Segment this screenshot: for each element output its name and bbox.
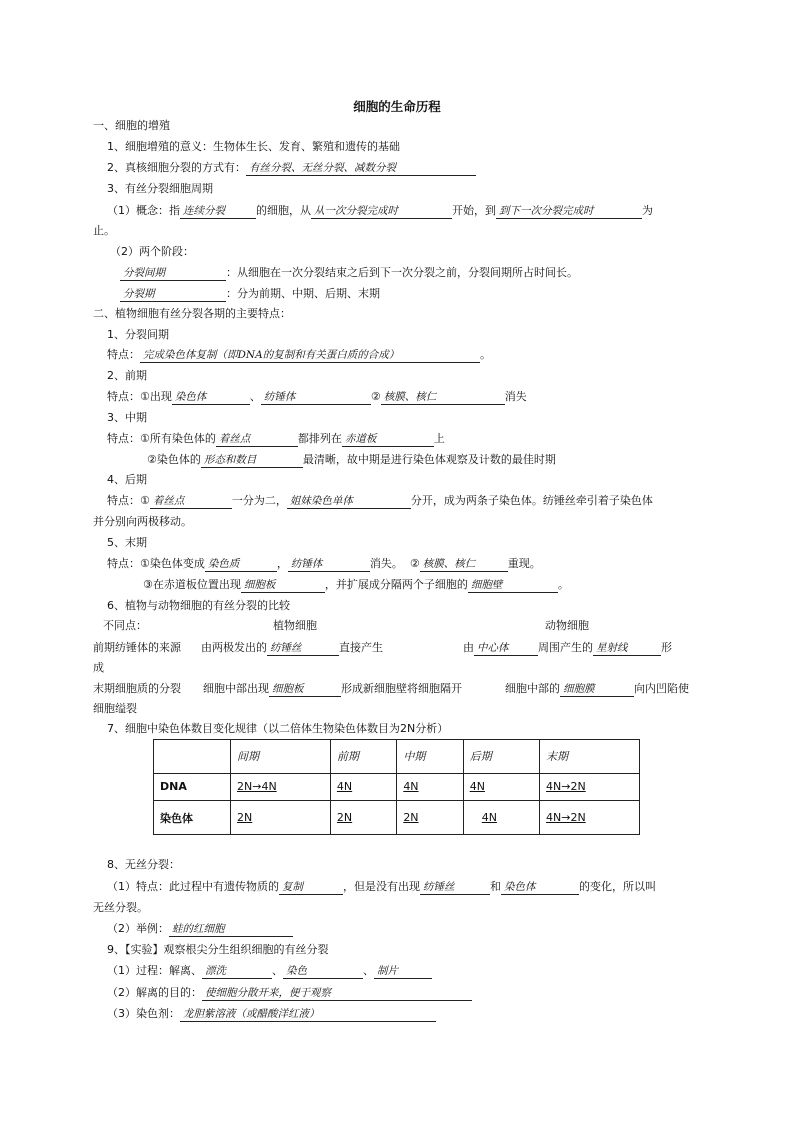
plant-header: 植物细胞 [273,619,317,632]
prophase-heading: 2、前期 [107,369,147,382]
cyto-animal-end: 向内凹陷使 [634,682,689,695]
spindle-plant-text: 由两极发出的 [201,641,267,654]
telophase-answer-2: 纺锤体 [288,557,370,572]
process-label: （1）过程：解离、 [107,964,202,977]
metaphase-feature-1 [107,431,719,447]
telophase-2-label: ③在赤道板位置出现 [143,578,241,591]
amitosis-answer-2: 纺锤丝 [420,880,490,895]
amitosis-label: （1）特点：此过程中有遗传物质的 [107,880,279,893]
amitosis-example [107,921,719,937]
metaphase-heading: 3、中期 [107,411,147,424]
experiment-stain [107,1006,719,1022]
metaphase-2-label: ②染色体的 [147,453,201,466]
experiment-process [107,963,719,979]
table-cell: 2N→4N [231,773,331,801]
cyto-animal-answer: 细胞膜 [560,682,634,697]
anaphase-label: 特点：① [107,494,150,507]
metaphase-feature-2 [147,452,759,468]
table-header-cell: 后期 [463,740,539,774]
telophase-answer-5: 细胞壁 [468,578,558,593]
prophase-answer-2: 纺锤体 [261,390,371,405]
cytokinesis-wrap: 细胞缢裂 [93,702,137,715]
amitosis-answer-3: 染色体 [501,880,579,895]
amitosis-answer-1: 复制 [279,880,343,895]
table-cell: 4N→2N [540,801,640,835]
period-mark: 。 [480,348,491,361]
process-answer-3: 制片 [374,964,432,979]
telophase-answer-1: 染色质 [205,557,277,572]
anaphase-answer-2: 姐妹染色单体 [287,494,411,509]
prophase-answer-1: 染色体 [172,390,250,405]
telophase-heading: 5、末期 [107,536,147,549]
amitosis-end: 的变化，所以叫 [579,880,656,893]
comma: 、 [363,964,374,977]
concept-text-2: 的细胞，从 [256,204,311,217]
purpose-answer: 使细胞分散开来，便于观察 [202,986,472,1001]
table-header-cell: 末期 [540,740,640,774]
cyto-plant-end: 形成新细胞壁将细胞隔开 [341,682,462,695]
prophase-answer-3: 核膜、核仁 [381,390,505,405]
telophase-end: 重现。 [507,557,541,570]
mitotic-phase-desc: ：分为前期、中期、后期、末期 [226,287,380,300]
concept-text-4: 为 [642,204,653,217]
cyto-animal-text: 细胞中部的 [505,682,560,695]
interphase-heading: 1、分裂间期 [107,328,169,341]
spindle-animal-text: 由 [463,641,474,654]
amitosis-feature [107,879,719,895]
cyto-plant-text: 细胞中部出现 [203,682,269,695]
process-answer-2: 染色 [283,964,363,979]
experiment-heading: 9、【实验】观察根尖分生组织细胞的有丝分裂 [107,943,329,956]
period-mark: 。 [557,578,569,591]
interphase-answer: 分裂间期 [120,266,226,281]
concept-line [107,203,719,219]
section-heading-1: 一、细胞的增殖 [93,119,170,132]
row-label-dna: DNA [154,773,231,801]
compare-heading: 6、植物与动物细胞的有丝分裂的比较 [107,599,290,612]
table-cell: 2N [231,801,331,835]
cytokinesis-animal [505,681,689,697]
table-cell: 4N [463,773,539,801]
spindle-plant-answer: 纺锤丝 [267,641,339,656]
item-2-label: 2、真核细胞分裂的方式有： [107,161,246,174]
table-cell: 4N→2N [540,773,640,801]
metaphase-answer-3: 形态和数目 [201,453,303,468]
concept-answer-1: 连续分裂 [180,204,256,219]
purpose-label: （2）解离的目的： [107,986,202,999]
concept-answer-3: 到下一次分裂完成时 [496,204,642,219]
metaphase-text: 都排列在 [297,432,342,445]
metaphase-answer-2: 赤道板 [342,432,434,447]
amitosis-and: 和 [490,880,501,893]
telophase-feature-2 [143,577,755,593]
experiment-purpose [107,985,719,1001]
table-header-row [154,740,640,774]
item-1: 1、细胞增殖的意义：生物体生长、发育、繁殖和遗传的基础 [107,140,400,153]
process-answer-1: 漂洗 [202,964,272,979]
animal-header: 动物细胞 [545,619,589,632]
cyto-plant-answer: 细胞板 [269,682,341,697]
interphase-desc: ：从细胞在一次分裂结束之后到下一次分裂之前，分裂间期所占时间长。 [226,266,578,279]
concept-text-3: 开始，到 [452,204,496,217]
telophase-label: 特点：①染色体变成 [107,557,205,570]
table-cell: 2N [330,801,396,835]
spindle-animal-answer-2: 星射线 [593,641,661,656]
table-header-cell [154,740,231,774]
mitotic-phase-answer: 分裂期 [120,287,226,302]
metaphase-answer-1: 着丝点 [216,432,298,447]
telophase-2-text: ，并扩展成分隔两个子细胞的 [324,578,468,591]
chromosome-table [153,739,640,835]
example-answer: 蛙的红细胞 [169,922,293,937]
two-stages: （2）两个阶段： [110,245,194,258]
circled-two: ② [409,557,420,570]
comma: ， [276,557,288,570]
table-header-cell: 中期 [397,740,463,774]
spindle-plant [201,640,383,656]
section-heading-2: 二、植物细胞有丝分裂各期的主要特点： [93,307,291,320]
anaphase-answer-1: 着丝点 [150,494,232,509]
table-header-cell: 前期 [330,740,396,774]
interphase-feature [107,347,719,363]
prophase-end: 消失 [504,390,527,403]
diff-label: 不同点： [103,619,147,632]
stage-interphase [120,265,732,281]
feature-label: 特点： [107,348,140,361]
amitosis-heading: 8、无丝分裂： [107,858,180,871]
telophase-text: 消失。 [369,557,403,570]
row-label-chromosome: 染色体 [154,801,231,835]
spindle-plant-end: 直接产生 [339,641,383,654]
concept-answer-2: 从一次分裂完成时 [311,204,452,219]
table-cell: 2N [397,801,463,835]
cytokinesis-plant [203,681,462,697]
table-row [154,773,640,801]
metaphase-2-desc: 最清晰，故中期是进行染色体观察及计数的最佳时期 [302,453,556,466]
anaphase-text: 一分为二， [231,494,287,507]
stage-mitotic [120,286,732,302]
metaphase-label: 特点：①所有染色体的 [107,432,216,445]
division-types-answer: 有丝分裂、无丝分裂、减数分裂 [246,161,476,176]
stain-label: （3）染色剂： [107,1007,180,1020]
amitosis-wrap: 无丝分裂。 [93,901,148,914]
spindle-animal [463,640,672,656]
spindle-animal-end: 形 [661,641,672,654]
telophase-answer-4: 细胞板 [241,578,325,593]
page-title: 细胞的生命历程 [353,99,441,114]
item-2 [107,160,719,176]
table-cell: 4N [397,773,463,801]
table-header-cell: 间期 [231,740,331,774]
spindle-animal-answer-1: 中心体 [474,641,538,656]
concept-label: （1）概念：指 [107,204,180,217]
anaphase-wrap: 并分别向两极移动。 [93,515,192,528]
table-cell: 4N [330,773,396,801]
circled-two: ② [370,390,381,403]
comma: 、 [272,964,283,977]
interphase-feature-answer: 完成染色体复制（即DNA的复制和有关蛋白质的合成） [140,348,480,363]
spindle-origin-label: 前期纺锤体的来源 [93,641,181,654]
cytokinesis-label: 末期细胞质的分裂 [93,682,181,695]
comma: 、 [249,390,261,403]
telophase-answer-3: 核膜、核仁 [420,557,508,572]
stain-answer: 龙胆紫溶液（或醋酸洋红液） [180,1007,436,1022]
metaphase-end: 上 [433,432,445,445]
prophase-feature [107,389,719,405]
anaphase-desc: 分开，成为两条子染色体。纺锤丝牵引着子染色体 [410,494,653,507]
spindle-wrap: 成 [93,661,104,674]
amitosis-text: ，但是没有出现 [343,880,420,893]
spindle-animal-text-2: 周围产生的 [538,641,593,654]
anaphase-feature [107,493,719,509]
example-label: （2）举例： [107,922,169,935]
item-3: 3、有丝分裂细胞周期 [107,182,213,195]
prophase-label: 特点：①出现 [107,390,172,403]
concept-wrap: 止。 [93,224,115,237]
anaphase-heading: 4、后期 [107,473,147,486]
table-caption: 7、细胞中染色体数目变化规律（以二倍体生物染色体数目为2N分析） [107,722,449,735]
table-row [154,801,640,835]
telophase-feature-1 [107,556,719,572]
table-cell: 4N [463,801,539,835]
